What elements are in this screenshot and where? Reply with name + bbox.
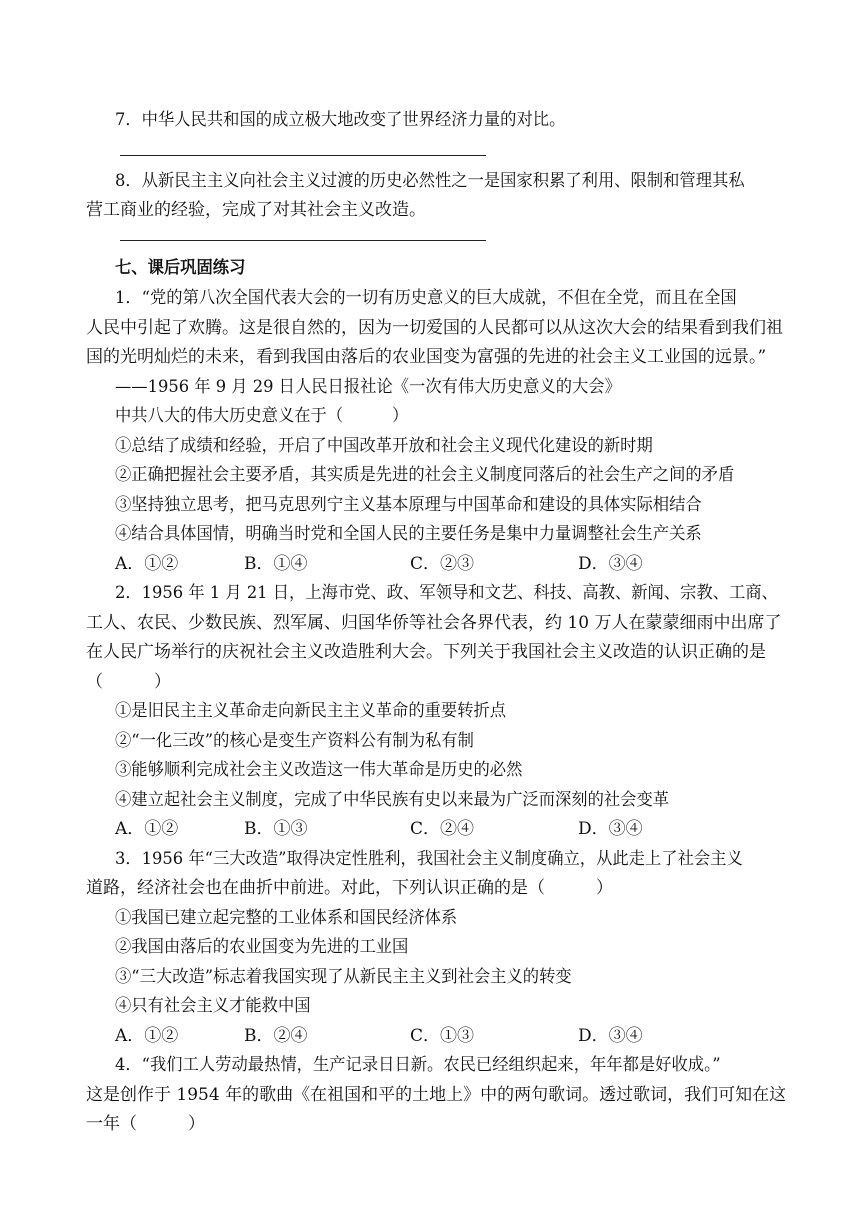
answer-blank-line-7 [120,155,486,156]
q4-line-1: 4．“我们工人劳动最热情，生产记录日日新。农民已经组织起来，年年都是好收成。” [115,1055,721,1075]
option-a[interactable]: A．①② [115,1026,179,1046]
q2-line-3: 在人民广场举行的庆祝社会主义改造胜利大会。下列关于我国社会主义改造的认识正确的是 [86,642,766,662]
q3-item: ④只有社会主义才能救中国 [115,996,311,1016]
q2-line-2: 工人、农民、少数民族、烈军属、归国华侨等社会各界代表，约 10 万人在蒙蒙细雨中出席了 [86,613,782,633]
question-8-line-1: 8．从新民主主义向社会主义过渡的历史必然性之一是国家积累了利用、限制和管理其私 [115,171,745,191]
q3-line-2: 道路，经济社会也在曲折中前进。对此，下列认识正确的是（ ） [86,878,613,898]
q1-item: ②正确把握社会主要矛盾，其实质是先进的社会主义制度同落后的社会生产之间的矛盾 [115,465,735,485]
q3-item: ③“三大改造”标志着我国实现了从新民主主义到社会主义的转变 [115,967,572,987]
option-b[interactable]: B．①③ [244,819,308,839]
question-8-line-2: 营工商业的经验，完成了对其社会主义改造。 [86,200,426,220]
q2-item: ③能够顺利完成社会主义改造这一伟大革命是历史的必然 [115,760,523,780]
option-d[interactable]: D．③④ [578,1026,643,1046]
q2-item: ①是旧民主主义革命走向新民主主义革命的重要转折点 [115,701,507,721]
q1-item: ④结合具体国情，明确当时党和全国人民的主要任务是集中力量调整社会生产关系 [115,524,702,544]
q1-stem: 中共八大的伟大历史意义在于（ ） [115,406,409,426]
option-a[interactable]: A．①② [115,554,179,574]
q3-item: ①我国已建立起完整的工业体系和国民经济体系 [115,908,458,928]
q2-item: ④建立起社会主义制度，完成了中华民族有史以来最为广泛而深刻的社会变革 [115,790,670,810]
q1-item: ③坚持独立思考，把马克思列宁主义基本原理与中国革命和建设的具体实际相结合 [115,495,702,515]
section-heading: 七、课后巩固练习 [115,258,246,278]
q3-line-1: 3．1956 年“三大改造”取得决定性胜利，我国社会主义制度确立，从此走上了社会主义 [115,849,743,869]
question-7-text: 7．中华人民共和国的成立极大地改变了世界经济力量的对比。 [115,110,566,130]
option-c[interactable]: C．②④ [410,819,475,839]
q1-line-1: 1．“党的第八次全国代表大会的一切有历史意义的巨大成就，不但在全党，而且在全国 [115,288,737,308]
q4-line-2: 这是创作于 1954 年的歌曲《在祖国和平的土地上》中的两句歌词。透过歌词，我们可知在这 [86,1085,787,1105]
option-c[interactable]: C．①③ [410,1026,475,1046]
answer-blank-line-8 [120,240,486,241]
q1-source: ——1956 年 9 月 29 日人民日报社论《一次有伟大历史意义的大会》 [115,377,621,397]
q3-item: ②我国由落后的农业国变为先进的工业国 [115,937,409,957]
option-b[interactable]: B．②④ [244,1026,308,1046]
option-b[interactable]: B．①④ [244,554,308,574]
q1-item: ①总结了成绩和经验，开启了中国改革开放和社会主义现代化建设的新时期 [115,436,653,456]
q2-line-4: （ ） [86,672,171,692]
option-a[interactable]: A．①② [115,819,179,839]
q1-line-2: 人民中引起了欢腾。这是很自然的，因为一切爱国的人民都可以从这次大会的结果看到我们祖 [86,318,783,338]
option-c[interactable]: C．②③ [410,554,475,574]
q4-line-3: 一年（ ） [86,1114,205,1134]
option-d[interactable]: D．③④ [578,819,643,839]
option-d[interactable]: D．③④ [578,554,643,574]
q1-line-3: 国的光明灿烂的未来，看到我国由落后的农业国变为富强的先进的社会主义工业国的远景。” [86,347,767,367]
q2-line-1: 2．1956 年 1 月 21 日，上海市党、政、军领导和文艺、科技、高教、新闻、宗教、工商、 [115,583,778,603]
q2-item: ②“一化三改”的核心是变生产资料公有制为私有制 [115,731,474,751]
